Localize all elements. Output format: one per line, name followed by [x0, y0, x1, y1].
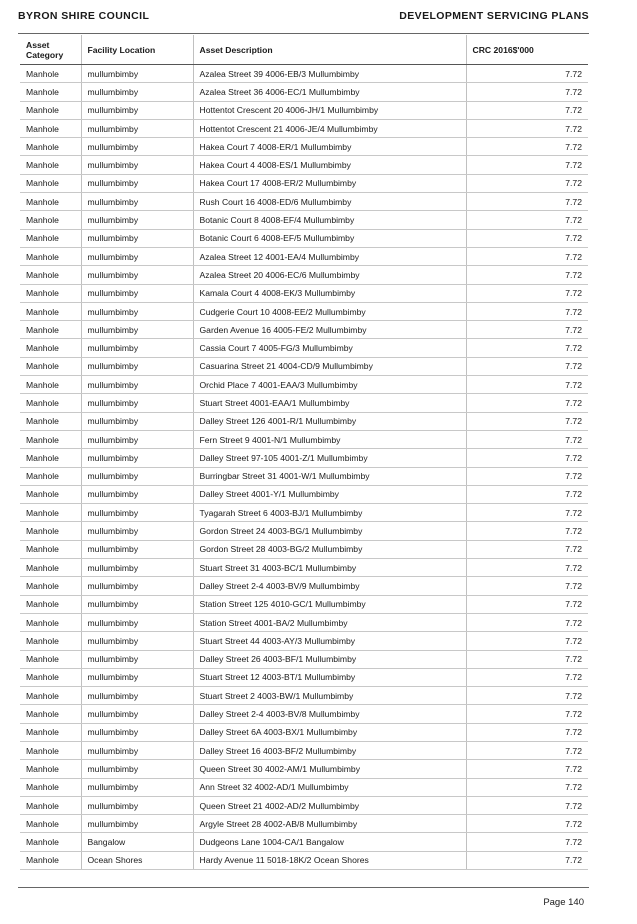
- asset-description-cell: Gordon Street 28 4003-BG/2 Mullumbimby: [193, 540, 466, 558]
- asset-category-cell: Manhole: [20, 851, 81, 869]
- asset-category-cell: Manhole: [20, 101, 81, 119]
- crc-value-cell: 7.72: [466, 467, 588, 485]
- table-row: [20, 449, 588, 467]
- crc-value-cell: 7.72: [466, 522, 588, 540]
- facility-location-cell: mullumbimby: [81, 650, 193, 668]
- asset-description-cell: Dalley Street 2-4 4003-BV/8 Mullumbimby: [193, 705, 466, 723]
- facility-location-cell: mullumbimby: [81, 796, 193, 814]
- asset-description-cell: Dalley Street 16 4003-BF/2 Mullumbimby: [193, 741, 466, 759]
- crc-value-cell: 7.72: [466, 101, 588, 119]
- table-row: [20, 485, 588, 503]
- facility-location-cell: mullumbimby: [81, 229, 193, 247]
- crc-value-cell: 7.72: [466, 632, 588, 650]
- crc-value-cell: 7.72: [466, 65, 588, 83]
- crc-value-cell: 7.72: [466, 339, 588, 357]
- asset-category-cell: Manhole: [20, 741, 81, 759]
- table-row: [20, 357, 588, 375]
- facility-location-cell: mullumbimby: [81, 174, 193, 192]
- crc-value-cell: 7.72: [466, 284, 588, 302]
- facility-location-cell: mullumbimby: [81, 193, 193, 211]
- crc-value-cell: 7.72: [466, 851, 588, 869]
- crc-value-cell: 7.72: [466, 412, 588, 430]
- asset-description-cell: Ann Street 32 4002-AD/1 Mullumbimby: [193, 778, 466, 796]
- table-row: [20, 778, 588, 796]
- asset-description-cell: Hottentot Crescent 21 4006-JE/4 Mullumbimby: [193, 119, 466, 137]
- asset-description-cell: Cassia Court 7 4005-FG/3 Mullumbimby: [193, 339, 466, 357]
- crc-value-cell: 7.72: [466, 613, 588, 631]
- asset-description-cell: Tyagarah Street 6 4003-BJ/1 Mullumbimby: [193, 504, 466, 522]
- table-row: [20, 851, 588, 869]
- asset-category-cell: Manhole: [20, 119, 81, 137]
- asset-category-cell: Manhole: [20, 193, 81, 211]
- asset-description-cell: Hakea Court 4 4008-ES/1 Mullumbimby: [193, 156, 466, 174]
- asset-description-cell: Dalley Street 26 4003-BF/1 Mullumbimby: [193, 650, 466, 668]
- crc-value-cell: 7.72: [466, 266, 588, 284]
- asset-description-cell: Hakea Court 7 4008-ER/1 Mullumbimby: [193, 138, 466, 156]
- facility-location-cell: mullumbimby: [81, 613, 193, 631]
- asset-description-cell: Gordon Street 24 4003-BG/1 Mullumbimby: [193, 522, 466, 540]
- table-row: [20, 321, 588, 339]
- facility-location-cell: mullumbimby: [81, 485, 193, 503]
- asset-description-cell: Stuart Street 31 4003-BC/1 Mullumbimby: [193, 559, 466, 577]
- crc-value-cell: 7.72: [466, 741, 588, 759]
- facility-location-cell: mullumbimby: [81, 540, 193, 558]
- table-row: [20, 156, 588, 174]
- crc-value-cell: 7.72: [466, 595, 588, 613]
- table-row: [20, 412, 588, 430]
- table-row: [20, 559, 588, 577]
- table-row: [20, 376, 588, 394]
- crc-value-cell: 7.72: [466, 833, 588, 851]
- table-row: [20, 266, 588, 284]
- crc-value-cell: 7.72: [466, 687, 588, 705]
- asset-category-cell: Manhole: [20, 229, 81, 247]
- crc-value-cell: 7.72: [466, 302, 588, 320]
- asset-description-cell: Orchid Place 7 4001-EAA/3 Mullumbimby: [193, 376, 466, 394]
- asset-category-cell: Manhole: [20, 247, 81, 265]
- crc-value-cell: 7.72: [466, 138, 588, 156]
- crc-value-cell: 7.72: [466, 504, 588, 522]
- asset-description-cell: Hottentot Crescent 20 4006-JH/1 Mullumbimby: [193, 101, 466, 119]
- table-row: [20, 302, 588, 320]
- asset-category-cell: Manhole: [20, 321, 81, 339]
- asset-description-cell: Hakea Court 17 4008-ER/2 Mullumbimby: [193, 174, 466, 192]
- crc-value-cell: 7.72: [466, 174, 588, 192]
- table-body: [20, 65, 588, 870]
- asset-category-cell: Manhole: [20, 668, 81, 686]
- asset-description-cell: Dalley Street 4001-Y/1 Mullumbimby: [193, 485, 466, 503]
- asset-category-cell: Manhole: [20, 504, 81, 522]
- asset-description-cell: Azalea Street 20 4006-EC/6 Mullumbimby: [193, 266, 466, 284]
- facility-location-cell: mullumbimby: [81, 376, 193, 394]
- asset-description-cell: Station Street 125 4010-GC/1 Mullumbimby: [193, 595, 466, 613]
- asset-category-cell: Manhole: [20, 613, 81, 631]
- table-row: [20, 339, 588, 357]
- table-row: [20, 760, 588, 778]
- asset-category-cell: Manhole: [20, 467, 81, 485]
- page-number: Page 140: [543, 897, 584, 908]
- facility-location-cell: mullumbimby: [81, 522, 193, 540]
- asset-description-cell: Dalley Street 97-105 4001-Z/1 Mullumbimby: [193, 449, 466, 467]
- facility-location-cell: mullumbimby: [81, 687, 193, 705]
- facility-location-cell: mullumbimby: [81, 632, 193, 650]
- table-row: [20, 229, 588, 247]
- facility-location-cell: mullumbimby: [81, 723, 193, 741]
- table-row: [20, 211, 588, 229]
- facility-location-cell: mullumbimby: [81, 449, 193, 467]
- asset-category-cell: Manhole: [20, 760, 81, 778]
- facility-location-cell: mullumbimby: [81, 302, 193, 320]
- asset-category-cell: Manhole: [20, 339, 81, 357]
- facility-location-cell: mullumbimby: [81, 284, 193, 302]
- asset-description-cell: Stuart Street 2 4003-BW/1 Mullumbimby: [193, 687, 466, 705]
- crc-value-cell: 7.72: [466, 778, 588, 796]
- crc-value-cell: 7.72: [466, 796, 588, 814]
- asset-category-cell: Manhole: [20, 266, 81, 284]
- column-header-asset-description: Asset Description: [193, 35, 466, 65]
- asset-description-cell: Dalley Street 2-4 4003-BV/9 Mullumbimby: [193, 577, 466, 595]
- asset-category-cell: Manhole: [20, 357, 81, 375]
- facility-location-cell: mullumbimby: [81, 357, 193, 375]
- table-row: [20, 101, 588, 119]
- asset-category-cell: Manhole: [20, 833, 81, 851]
- facility-location-cell: mullumbimby: [81, 339, 193, 357]
- asset-description-cell: Fern Street 9 4001-N/1 Mullumbimby: [193, 430, 466, 448]
- crc-value-cell: 7.72: [466, 247, 588, 265]
- column-header-asset-category: Asset Category: [20, 35, 81, 65]
- table-row: [20, 668, 588, 686]
- facility-location-cell: mullumbimby: [81, 705, 193, 723]
- table-row: [20, 833, 588, 851]
- asset-category-cell: Manhole: [20, 650, 81, 668]
- table-row: [20, 613, 588, 631]
- asset-description-cell: Botanic Court 6 4008-EF/5 Mullumbimby: [193, 229, 466, 247]
- table-row: [20, 247, 588, 265]
- table-row: [20, 540, 588, 558]
- asset-description-cell: Botanic Court 8 4008-EF/4 Mullumbimby: [193, 211, 466, 229]
- asset-category-cell: Manhole: [20, 83, 81, 101]
- facility-location-cell: mullumbimby: [81, 668, 193, 686]
- facility-location-cell: mullumbimby: [81, 138, 193, 156]
- crc-value-cell: 7.72: [466, 540, 588, 558]
- asset-description-cell: Queen Street 30 4002-AM/1 Mullumbimby: [193, 760, 466, 778]
- facility-location-cell: mullumbimby: [81, 156, 193, 174]
- asset-description-cell: Argyle Street 28 4002-AB/8 Mullumbimby: [193, 815, 466, 833]
- asset-description-cell: Garden Avenue 16 4005-FE/2 Mullumbimby: [193, 321, 466, 339]
- facility-location-cell: mullumbimby: [81, 504, 193, 522]
- asset-description-cell: Rush Court 16 4008-ED/6 Mullumbimby: [193, 193, 466, 211]
- table-row: [20, 138, 588, 156]
- table-row: [20, 174, 588, 192]
- asset-description-cell: Azalea Street 39 4006-EB/3 Mullumbimby: [193, 65, 466, 83]
- crc-value-cell: 7.72: [466, 357, 588, 375]
- asset-category-cell: Manhole: [20, 302, 81, 320]
- asset-description-cell: Stuart Street 12 4003-BT/1 Mullumbimby: [193, 668, 466, 686]
- table-row: [20, 741, 588, 759]
- facility-location-cell: Ocean Shores: [81, 851, 193, 869]
- facility-location-cell: mullumbimby: [81, 741, 193, 759]
- asset-category-cell: Manhole: [20, 522, 81, 540]
- facility-location-cell: mullumbimby: [81, 101, 193, 119]
- crc-value-cell: 7.72: [466, 394, 588, 412]
- asset-description-cell: Stuart Street 4001-EAA/1 Mullumbimby: [193, 394, 466, 412]
- asset-category-cell: Manhole: [20, 632, 81, 650]
- facility-location-cell: mullumbimby: [81, 559, 193, 577]
- asset-category-cell: Manhole: [20, 284, 81, 302]
- table-row: [20, 577, 588, 595]
- asset-category-cell: Manhole: [20, 815, 81, 833]
- column-header-facility-location: Facility Location: [81, 35, 193, 65]
- crc-value-cell: 7.72: [466, 211, 588, 229]
- facility-location-cell: mullumbimby: [81, 412, 193, 430]
- asset-description-cell: Azalea Street 12 4001-EA/4 Mullumbimby: [193, 247, 466, 265]
- asset-description-cell: Dudgeons Lane 1004-CA/1 Bangalow: [193, 833, 466, 851]
- facility-location-cell: mullumbimby: [81, 760, 193, 778]
- table-row: [20, 705, 588, 723]
- council-name: BYRON SHIRE COUNCIL: [18, 10, 150, 22]
- asset-category-cell: Manhole: [20, 595, 81, 613]
- page-header: [18, 8, 589, 24]
- crc-value-cell: 7.72: [466, 156, 588, 174]
- asset-description-cell: Cudgerie Court 10 4008-EE/2 Mullumbimby: [193, 302, 466, 320]
- crc-value-cell: 7.72: [466, 485, 588, 503]
- asset-category-cell: Manhole: [20, 723, 81, 741]
- facility-location-cell: mullumbimby: [81, 65, 193, 83]
- asset-description-cell: Burringbar Street 31 4001-W/1 Mullumbimby: [193, 467, 466, 485]
- table-row: [20, 815, 588, 833]
- table-row: [20, 394, 588, 412]
- asset-category-cell: Manhole: [20, 376, 81, 394]
- crc-value-cell: 7.72: [466, 705, 588, 723]
- table-row: [20, 193, 588, 211]
- table-row: [20, 83, 588, 101]
- facility-location-cell: mullumbimby: [81, 430, 193, 448]
- table-header-row: [20, 35, 588, 65]
- facility-location-cell: mullumbimby: [81, 211, 193, 229]
- table-row: [20, 595, 588, 613]
- facility-location-cell: Bangalow: [81, 833, 193, 851]
- facility-location-cell: mullumbimby: [81, 83, 193, 101]
- asset-description-cell: Kamala Court 4 4008-EK/3 Mullumbimby: [193, 284, 466, 302]
- crc-value-cell: 7.72: [466, 559, 588, 577]
- asset-category-cell: Manhole: [20, 778, 81, 796]
- table-row: [20, 119, 588, 137]
- asset-description-cell: Azalea Street 36 4006-EC/1 Mullumbimby: [193, 83, 466, 101]
- asset-category-cell: Manhole: [20, 577, 81, 595]
- asset-category-cell: Manhole: [20, 65, 81, 83]
- asset-category-cell: Manhole: [20, 559, 81, 577]
- asset-category-cell: Manhole: [20, 485, 81, 503]
- table-row: [20, 284, 588, 302]
- column-header-crc: CRC 2016$'000: [466, 35, 588, 65]
- asset-category-cell: Manhole: [20, 211, 81, 229]
- crc-value-cell: 7.72: [466, 723, 588, 741]
- crc-value-cell: 7.72: [466, 668, 588, 686]
- crc-value-cell: 7.72: [466, 193, 588, 211]
- asset-category-cell: Manhole: [20, 430, 81, 448]
- facility-location-cell: mullumbimby: [81, 321, 193, 339]
- asset-category-cell: Manhole: [20, 540, 81, 558]
- asset-category-cell: Manhole: [20, 156, 81, 174]
- footer-divider: [18, 887, 589, 888]
- table-row: [20, 430, 588, 448]
- facility-location-cell: mullumbimby: [81, 815, 193, 833]
- table-row: [20, 632, 588, 650]
- table-row: [20, 723, 588, 741]
- table-row: [20, 65, 588, 83]
- asset-table: [20, 35, 588, 870]
- asset-description-cell: Hardy Avenue 11 5018-18K/2 Ocean Shores: [193, 851, 466, 869]
- table-row: [20, 467, 588, 485]
- asset-description-cell: Station Street 4001-BA/2 Mullumbimby: [193, 613, 466, 631]
- facility-location-cell: mullumbimby: [81, 266, 193, 284]
- asset-category-cell: Manhole: [20, 796, 81, 814]
- facility-location-cell: mullumbimby: [81, 119, 193, 137]
- asset-category-cell: Manhole: [20, 449, 81, 467]
- crc-value-cell: 7.72: [466, 760, 588, 778]
- table-row: [20, 650, 588, 668]
- crc-value-cell: 7.72: [466, 815, 588, 833]
- crc-value-cell: 7.72: [466, 376, 588, 394]
- crc-value-cell: 7.72: [466, 650, 588, 668]
- asset-description-cell: Dalley Street 126 4001-R/1 Mullumbimby: [193, 412, 466, 430]
- facility-location-cell: mullumbimby: [81, 394, 193, 412]
- asset-description-cell: Stuart Street 44 4003-AY/3 Mullumbimby: [193, 632, 466, 650]
- table-row: [20, 522, 588, 540]
- crc-value-cell: 7.72: [466, 449, 588, 467]
- crc-value-cell: 7.72: [466, 83, 588, 101]
- table-row: [20, 796, 588, 814]
- asset-category-cell: Manhole: [20, 174, 81, 192]
- crc-value-cell: 7.72: [466, 577, 588, 595]
- header-divider: [18, 33, 589, 34]
- asset-category-cell: Manhole: [20, 412, 81, 430]
- asset-category-cell: Manhole: [20, 138, 81, 156]
- asset-description-cell: Casuarina Street 21 4004-CD/9 Mullumbimby: [193, 357, 466, 375]
- facility-location-cell: mullumbimby: [81, 577, 193, 595]
- asset-category-cell: Manhole: [20, 394, 81, 412]
- facility-location-cell: mullumbimby: [81, 247, 193, 265]
- asset-category-cell: Manhole: [20, 687, 81, 705]
- asset-category-cell: Manhole: [20, 705, 81, 723]
- crc-value-cell: 7.72: [466, 321, 588, 339]
- facility-location-cell: mullumbimby: [81, 778, 193, 796]
- asset-description-cell: Dalley Street 6A 4003-BX/1 Mullumbimby: [193, 723, 466, 741]
- document-title: DEVELOPMENT SERVICING PLANS: [399, 10, 589, 22]
- facility-location-cell: mullumbimby: [81, 595, 193, 613]
- asset-description-cell: Queen Street 21 4002-AD/2 Mullumbimby: [193, 796, 466, 814]
- crc-value-cell: 7.72: [466, 430, 588, 448]
- table-row: [20, 504, 588, 522]
- table-row: [20, 687, 588, 705]
- crc-value-cell: 7.72: [466, 229, 588, 247]
- facility-location-cell: mullumbimby: [81, 467, 193, 485]
- crc-value-cell: 7.72: [466, 119, 588, 137]
